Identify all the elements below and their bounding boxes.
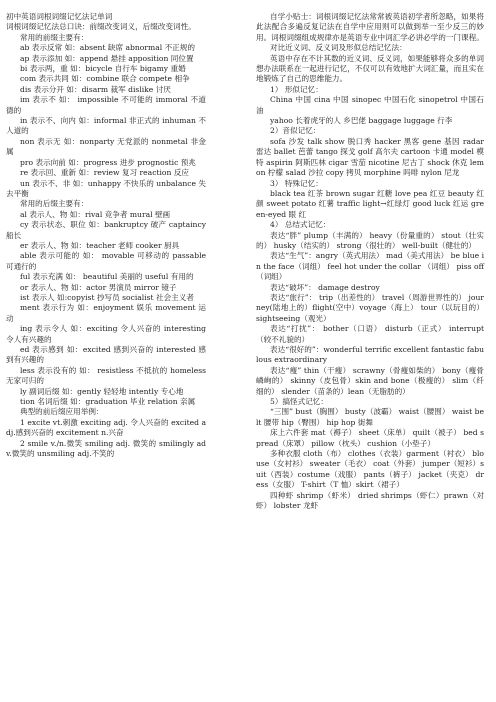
section-heading: 常用的后缀主要有：	[20, 199, 89, 209]
prefix-line: re 表示回、重新 如：review 复习 reaction 反应	[20, 168, 190, 178]
suffix-line: ment 表示行为 如：enjoyment 娱乐 movement 运动	[6, 303, 206, 323]
suffix-line: or 表示人、物 如：actor 男演员 mirror 镜子	[20, 282, 177, 292]
word-list-line: 多种衣服 cloth（布） clothes（衣装）garment（衬衣） blouse（女衬衫） sweater（毛衣） coat（外套） jumper（短衫）suit（西装）costume（戏服） pants（裤子） jacket（夹克） dress（女服） T-shirt（T 恤）skirt（裙子）	[256, 449, 484, 490]
subsection-heading: 3） 特殊记忆：	[270, 178, 323, 188]
document-title: 初中英语词根词缀记忆法记单词	[6, 12, 113, 21]
suffix-line: cy 表示状态、职位 如：bankruptcy 破产 captaincy 船长	[6, 220, 206, 240]
prefix-line: bi 表示两，重 如：bicycle 自行车 bigamy 重婚	[20, 64, 186, 74]
section-heading: 典型的前后缀应用举例：	[20, 407, 104, 417]
mnemonic-line: 词根词缀记忆法总口诀：前缀改变词义，后缀改变词性。	[6, 22, 196, 32]
word-list-line: yahoo 长着虎牙的人 乡巴佬 baggage luggage 行李	[270, 116, 453, 126]
word-list-line: 表达“瘦” thin（干瘦） scrawny（骨瘦如柴的） bony（瘦骨嶙峋的） skinny（皮包骨）skin and bone（极瘦的） slim（纤细的） slender（苗条的）lean（无脂肪的）	[256, 365, 484, 396]
prefix-line: ab 表示反常 如：absent 缺席 abnormal 不正规的	[20, 43, 195, 53]
intro-paragraph: 英语中存在不计其数的近义词、反义词，如果能够将众多的单词想办法联系在一起进行记忆，不仅可以有效地扩大词汇量，而且实在地锻炼了自己的思维能力。	[256, 53, 484, 84]
suffix-line: er 表示人、物 如：teacher 老师 cooker 厨具	[20, 240, 180, 250]
word-list-line: 表达“胖” plump（丰满的） heavy（份量重的） stout（壮实的） husky（结实的） strong（很壮的） well-built（健壮的）	[256, 230, 484, 250]
suffix-line: ing 表示令人 如：exciting 令人兴奋的 interesting 令人有兴趣的	[6, 324, 206, 344]
suffix-line: able 表示可能的 如： movable 可移动的 passable 可通行的	[6, 251, 206, 271]
word-list-line: sofa 沙发 talk show 脱口秀 hacker 黑客 gene 基因 radar 雷达 ballet 芭蕾 tango 探戈 golf 高尔夫 cartoon 卡通 model 模特 aspirin 阿斯匹林 cigar 雪茄 nicotine 尼古丁 shock 休克 lemon 柠檬 salad 沙拉 copy 拷贝 morphine 吗啡 nylon 尼龙	[256, 136, 484, 178]
word-list-line: “三围” bust（胸围） busty（波霸） waist（腰围） waist belt 腰带 hip（臀围） hip hop 街舞	[256, 407, 484, 427]
subsection-heading: 2）音似记忆：	[270, 126, 321, 136]
word-list-line: China 中国 cina 中国 sinopec 中国石化 sinopetrol 中国石油	[256, 95, 484, 115]
example-line: 1 excite vt.刺激 exciting adj. 令人兴奋的 excited adj.感到兴奋的 excitement n.兴奋	[6, 417, 206, 438]
prefix-line: com 表示共同 如：combine 联合 compete 相争	[20, 74, 190, 84]
word-list-line: 表达“旅行”： trip（出差性的） travel（周游世界性的） journey(陆地上的）flight(空中）voyage（海上） tour（以玩目的） sightseeing（观光）	[256, 292, 484, 323]
suffix-line: ist 表示人 如:copyist 抄写员 socialist 社会主义者	[20, 292, 194, 302]
section-heading: 对比近义词、反义词及形似总结记忆法：	[270, 43, 407, 53]
subsection-heading: 4） 总结式记忆：	[270, 220, 331, 230]
suffix-line: tion 名词后缀 如：graduation 毕业 relation 亲属	[20, 397, 196, 407]
suffix-line: al 表示人、物 如：rival 竞争者 mural 壁画	[20, 209, 171, 219]
left-column	[6, 12, 206, 459]
prefix-line: non 表示无 如：nonparty 无党派的 nonmetal 非金属	[6, 136, 206, 157]
word-list-line: 表达“生气”：angry（英式用法） mad（美式用法） be blue in the face（词组） feel hot under the collar （词组） piss off（词组）	[256, 251, 484, 282]
word-list-line: black tea 红茶 brown sugar 红糖 love pea 红豆 beauty 红颜 sweet potato 红薯 traffic light→红绿灯 good luck 红运 green-eyed 眼 红	[256, 188, 484, 219]
prefix-line: un 表示不、非 如：unhappy 不快乐的 unbalance 失去平衡	[6, 178, 206, 198]
example-line: 2 smile v./n.微笑 smiling adj. 微笑的 smilingly adv.微笑的 unsmiling adj.不笑的	[6, 438, 206, 459]
word-list-line: 表达“很好的”：wonderful terrific excellent fantastic fabulous extraordinary	[256, 345, 484, 365]
prefix-line: pro 表示向前 如：progress 进步 prognostic 预兆	[20, 157, 196, 167]
right-column	[256, 12, 484, 512]
suffix-line: ly 副词后缀 如：gently 轻轻地 intently 专心地	[20, 386, 184, 396]
suffix-line: less 表示没有的 如： resistless 不抵抗的 homeless 无家可归的	[6, 365, 206, 386]
word-list-line: 四种虾 shrimp（虾米） dried shrimps（虾仁）prawn（对虾） lobster 龙虾	[256, 490, 484, 511]
section-heading: 常用的前缀主要有：	[20, 32, 89, 42]
word-list-line: 表达“破坏”： damage destroy	[270, 282, 380, 292]
prefix-line: dis 表示分开 如：disarm 裁军 dislike 讨厌	[20, 84, 171, 94]
subsection-heading: 1） 形似记忆：	[270, 84, 323, 94]
suffix-line: ed 表示感到 如：excited 感到兴奋的 interested 感到有兴趣的	[6, 345, 206, 365]
suffix-line: ful 表示充满 如： beautiful 美丽的 useful 有用的	[20, 272, 194, 282]
word-list-line: 床上六件套 mat（褥子） sheet（床单） quilt（被子） bed spread（床罩） pillow（枕头） cushion（小垫子）	[256, 428, 484, 448]
prefix-line: im 表示不 如： impossible 不可能的 immoral 不道德的	[6, 95, 206, 115]
prefix-line: ap 表示添加 如：append 悬挂 apposition 同位置	[20, 53, 194, 63]
prefix-line: in 表示不、向内 如：informal 非正式的 inhuman 不人道的	[6, 116, 206, 136]
subsection-heading: 5）搞怪式记忆：	[270, 397, 328, 407]
word-list-line: 表达“打扰”： bother（口语） disturb（正式） interrupt （较不礼貌的）	[256, 324, 484, 344]
tip-paragraph: 自学小贴士：词根词缀记忆法常常被英语初学者所忽略，如果将此法配合多遍反复记法在自学中应用则可以做到举一至少反三的妙用。词根词缀组成规律亦是英语专业中词汇学必讲必学的一门课程。	[256, 12, 484, 42]
